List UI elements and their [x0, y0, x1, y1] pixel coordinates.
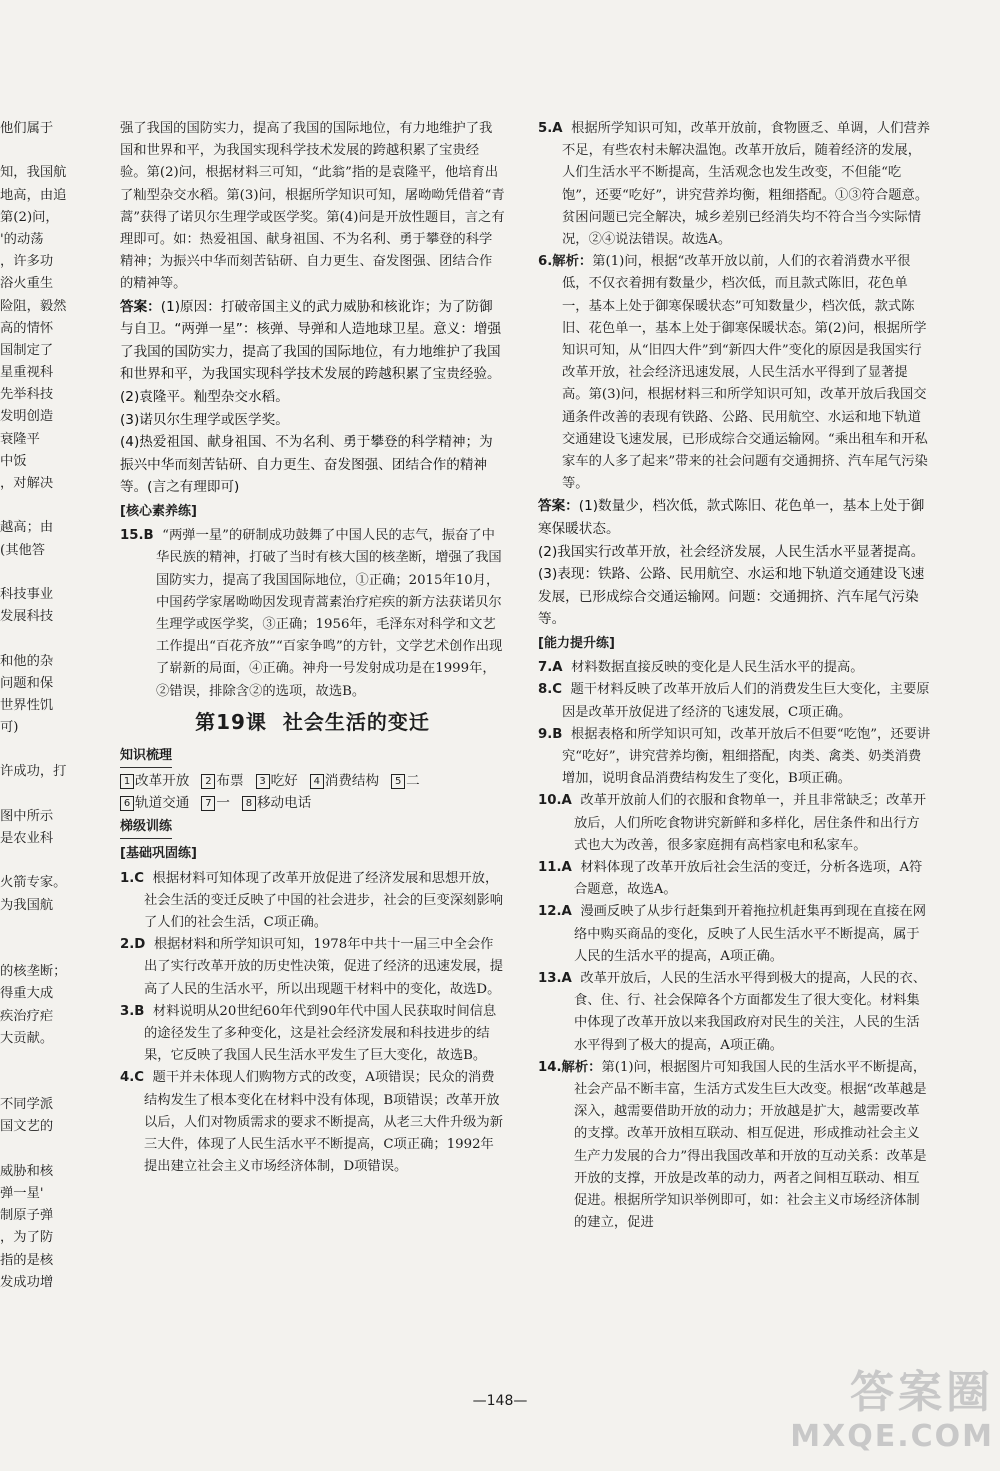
knowledge-point: [242, 795, 311, 811]
left-fragment-line: 越高；由: [0, 520, 54, 536]
answer-4: (4)热爱祖国、献身祖国、不为名利、勇于攀登的科学精神；为振兴中华而刻苦钻研、自力更生、奋发图强、团结合作的精神等。(言之有理即可): [120, 434, 493, 496]
question-15-answer: 15.B: [120, 528, 154, 544]
left-fragment-line: [0, 917, 82, 939]
left-fragment-line: [0, 628, 82, 650]
knowledge-point-number: 3: [256, 774, 270, 789]
question-7: [538, 657, 931, 679]
ladder-training-heading: 梯级训练: [120, 816, 172, 839]
answer-2: (2)袁隆平。籼型杂交水稻。: [120, 389, 289, 405]
right-column: [538, 118, 931, 1235]
left-fragment-line: 衰隆平: [0, 431, 40, 447]
knowledge-point-number: 6: [120, 796, 134, 811]
right-answer-2: (2)我国实行改革开放，社会经济发展，人民生活水平显著提高。: [538, 543, 925, 560]
knowledge-point: [310, 773, 379, 789]
left-fragment-line: 和他的杂: [0, 653, 54, 669]
question-14: [538, 1057, 931, 1235]
left-column-fragments: [0, 118, 82, 1294]
left-fragment-line: 国制定了: [0, 342, 54, 358]
question-1-answer: 1.C: [120, 870, 145, 886]
question-15-text: “两弹一星”的研制成功鼓舞了中国人民的志气，振奋了中华民族的精神，打破了当时有核大国的核垄断，增强了我国国防实力，提高了我国国际地位，①正确；2015年10月，中国药学家屠呦呦因发现青蒿素治疗疟疾的新方法获诺贝尔生理学或医学奖，③正确；1956年，毛泽东对科学和文艺工作提出“百花齐放”“百家争鸣”的方针，文学艺术创作出现了崭新的局面，④正确。神舟一号发射成功是在1999年，②错误，排除含②的选项，故选B。: [156, 528, 503, 699]
knowledge-point-number: 1: [120, 774, 134, 789]
question-4: [120, 1067, 505, 1178]
left-fragment-line: [0, 1139, 82, 1161]
left-fragment-line: [0, 784, 82, 806]
knowledge-point: [120, 773, 189, 789]
knowledge-point-text: 二: [406, 773, 420, 790]
core-literacy-heading: [核心素养练]: [120, 503, 197, 519]
right-answer-1: (1)数量少，档次低，款式陈旧、花色单一，基本上处于御寒保暖状态。: [538, 498, 925, 538]
left-fragment-line: 威胁和核: [0, 1163, 54, 1179]
left-fragment-line: 发成功增: [0, 1274, 54, 1290]
lesson-number: 第19课: [195, 709, 267, 734]
right-answer-label: 答案：: [538, 498, 579, 515]
left-fragment-line: 图中所示: [0, 808, 54, 824]
question-9: [538, 724, 931, 791]
knowledge-point: [256, 773, 298, 789]
left-fragment-line: 可): [0, 720, 19, 736]
left-fragment-line: '的动荡: [0, 231, 44, 247]
left-fragment-line: 浴火重生: [0, 276, 54, 292]
question-3-answer: 3.B: [120, 1003, 145, 1019]
left-fragment-line: 大贡献。: [0, 1030, 54, 1046]
left-fragment-line: 指的是核: [0, 1252, 54, 1268]
left-fragment-line: (其他答: [0, 542, 46, 558]
left-fragment-line: 为我国航: [0, 897, 54, 913]
knowledge-point-text: 布票: [216, 773, 244, 790]
left-fragment-line: 险阻，毅然: [0, 298, 67, 314]
question-12-answer: 12.A: [538, 904, 572, 920]
left-fragment-line: 发展科技: [0, 609, 54, 625]
left-fragment-line: 科技事业: [0, 586, 54, 602]
left-fragment-line: 地高，由追: [0, 187, 67, 203]
answer-3: (3)诺贝尔生理学或医学奖。: [120, 411, 289, 428]
question-10: [538, 790, 931, 857]
question-7-text: 材料数据直接反映的变化是人民生活水平的提高。: [571, 660, 864, 676]
lesson-name: 社会生活的变迁: [282, 709, 430, 734]
left-fragment-line: 知，我国航: [0, 165, 67, 181]
knowledge-point-text: 移动电话: [256, 795, 312, 812]
knowledge-point-text: 吃好: [270, 773, 298, 790]
question-8-answer: 8.C: [538, 682, 563, 698]
ability-heading: [能力提升练]: [538, 636, 615, 652]
question-8: [538, 679, 931, 723]
question-4-text: 题干并未体现人们购物方式的改变，A项错误；民众的消费结构发生了根本变化在材料中没有体现，B项错误；改革开放以后，人们对物质需求的要求不断提高，从老三大件升级为新三大件，体现了人民生活水平不断提高，C项正确；1992年提出建立社会主义市场经济体制，D项错误。: [144, 1070, 504, 1175]
question-13: [538, 968, 931, 1057]
left-fragment-line: 火箭专家。: [0, 875, 67, 891]
middle-answer-block: [120, 296, 505, 386]
question-7-answer: 7.A: [538, 660, 563, 676]
question-5: [538, 118, 931, 251]
question-15: [120, 525, 505, 703]
question-9-text: 根据表格和所学知识可知，改革开放后不但要“吃饱”，还要讲究“吃好”，讲究营养均衡，粗细搭配，肉类、禽类、奶类消费增加，说明食品消费结构发生了变化，B项正确。: [562, 726, 931, 787]
left-fragment-line: 弹一星': [0, 1186, 44, 1201]
knowledge-point-number: 7: [201, 796, 215, 811]
question-5-text: 根据所学知识可知，改革开放前，食物匮乏、单调，人们营养不足，有些农村未解决温饱。改革开放后，随着经济的发展，人们生活水平不断提高，生活观念也发生改变，不但能“吃饱”，还要“吃好”，讲究营养均衡，粗细搭配。①③符合题意。贫困问题已完全解决，城乡差别已经消失均不符合当今实际情况，②④说法错误。故选A。: [562, 121, 931, 248]
middle-column: [120, 118, 505, 1178]
left-fragment-line: ，许多功: [0, 254, 54, 270]
question-11: [538, 857, 931, 901]
question-2: [120, 934, 505, 1001]
left-fragment-line: 高的情怀: [0, 320, 54, 336]
knowledge-point: [201, 795, 230, 811]
left-fragment-line: 得重大成: [0, 986, 54, 1002]
knowledge-point-number: 5: [391, 774, 405, 789]
question-2-text: 根据材料和所学知识可知，1978年中共十一届三中全会作出了实行改革开放的历史性决策，促进了经济的迅速发展，提高了人民的生活水平，所以出现题干材料中的变化，故选D。: [144, 937, 504, 997]
question-13-answer: 13.A: [538, 971, 572, 987]
right-answer-block: [538, 495, 931, 540]
left-fragment-line: [0, 495, 82, 517]
left-fragment-line: 国文艺的: [0, 1119, 54, 1135]
left-fragment-line: [0, 562, 82, 584]
answer-label: 答案：: [120, 298, 161, 315]
question-2-answer: 2.D: [120, 937, 146, 953]
watermark-logo: [782, 1367, 994, 1463]
left-fragment-line: 不同学派: [0, 1097, 54, 1113]
left-fragment-line: [0, 939, 82, 961]
question-11-answer: 11.A: [538, 860, 572, 876]
question-1: [120, 868, 505, 935]
watermark-top-text: 答案圈: [850, 1367, 994, 1418]
page-number: —148—: [472, 1393, 528, 1409]
left-fragment-line: 第(2)问，: [0, 209, 59, 225]
question-9-answer: 9.B: [538, 726, 563, 742]
knowledge-point: [120, 795, 189, 811]
question-8-text: 题干材料反映了改革开放后人们的消费发生巨大变化，主要原因是改革开放促进了经济的飞速发展，C项正确。: [562, 682, 930, 720]
question-14-label: 14.解析：: [538, 1059, 602, 1075]
question-12-text: 漫画反映了从步行赶集到开着拖拉机赶集再到现在直接在网络中购买商品的变化，反映了人民生活水平不断提高，属于人民的生活水平的提高，A项正确。: [574, 904, 927, 964]
knowledge-point-number: 2: [201, 774, 215, 789]
left-fragment-line: 制原子弹: [0, 1208, 54, 1224]
left-fragment-line: 许成功，打: [0, 764, 67, 780]
question-1-text: 根据材料可知体现了改革开放促进了经济发展和思想开放，社会生活的变迁反映了中国的社会进步，社会的巨变深刻影响了人们的社会生活，C项正确。: [144, 870, 504, 931]
knowledge-point: [391, 773, 420, 789]
question-6: [538, 251, 931, 495]
question-10-answer: 10.A: [538, 793, 572, 809]
knowledge-point-text: 一: [216, 795, 230, 812]
knowledge-point-text: 消费结构: [324, 773, 380, 790]
left-fragment-line: 他们属于: [0, 121, 54, 136]
left-fragment-line: ，对解决: [0, 476, 54, 491]
question-4-answer: 4.C: [120, 1070, 145, 1086]
left-fragment-line: [0, 1072, 82, 1094]
lesson-title: [120, 711, 505, 733]
left-fragment-line: [0, 850, 82, 872]
left-fragment-line: 星重视科: [0, 365, 54, 381]
knowledge-point: [201, 773, 243, 789]
basic-practice-heading: [基础巩固练]: [120, 846, 197, 862]
left-fragment-line: [0, 1050, 82, 1072]
right-answer-3: (3)表现：铁路、公路、民用航空、水运和地下轨道交通建设飞速发展，已形成综合交通运输网。问题：交通拥挤、汽车尾气污染等。: [538, 566, 925, 628]
question-6-text: 第(1)问，根据“改革开放以前，人们的衣着消费水平很低，不仅衣着拥有数量少，档次低，而且款式陈旧，花色单一，基本上处于御寒保暖状态”可知数量少，档次低，款式陈旧、花色单一，基本上处于御寒保暖状态。第(2)问，根据所学知识可知，从“旧四大件”到“新四大件”变化的原因是我国实行改革开放，社会经济迅速发展，人民生活水平得到了显著提高。第(3)问，根据材料三和所学知识可知，改革开放后我国交通条件改善的表现有铁路、公路、民用航空、水运和地下轨道交通建设飞速发展，已形成综合交通运输网。“乘出租车和开私家车的人多了起来”带来的社会问题有交通拥挤、汽车尾气污染等。: [562, 254, 928, 492]
knowledge-point-text: 改革开放: [135, 773, 190, 790]
left-fragment-line: 是农业科: [0, 831, 54, 846]
question-5-answer: 5.A: [538, 121, 563, 136]
watermark-bottom-text: MXQE.COM: [790, 1419, 994, 1454]
left-fragment-line: 中饭: [0, 453, 27, 469]
left-fragment-line: 先举科技: [0, 387, 54, 403]
left-fragment-line: 世界性饥: [0, 697, 54, 713]
left-fragment-line: 问题和保: [0, 675, 54, 691]
knowledge-point-number: 8: [242, 796, 256, 811]
question-3-text: 材料说明从20世纪60年代到90年代中国人民获取时间信息的途径发生了多种变化，这是社会经济发展和科技进步的结果，它反映了我国人民生活水平发生了巨大变化，故选B。: [144, 1003, 497, 1064]
left-fragment-line: ，为了防: [0, 1230, 54, 1246]
left-fragment-line: [0, 140, 82, 162]
knowledge-point-number: 4: [310, 774, 324, 789]
knowledge-heading: 知识梳理: [120, 745, 172, 768]
question-12: [538, 901, 931, 968]
left-fragment-line: 发明创造: [0, 409, 54, 425]
question-3: [120, 1001, 505, 1068]
question-6-label: 6.解析：: [538, 254, 593, 270]
knowledge-points: [120, 770, 505, 814]
question-10-text: 改革开放前人们的衣服和食物单一，并且非常缺乏；改革开放后，人们所吃食物讲究新鲜和多样化，居住条件和出行方式也大为改善，很多家庭拥有高档家电和私家车。: [574, 793, 927, 853]
knowledge-point-text: 轨道交通: [135, 795, 190, 812]
left-fragment-line: [0, 739, 82, 761]
question-11-text: 材料体现了改革开放后社会生活的变迁，分析各选项，A符合题意，故选A。: [574, 860, 923, 898]
left-fragment-line: 的核垄断；: [0, 964, 67, 980]
question-14-text: 第(1)问，根据图片可知我国人民的生活水平不断提高，社会产品不断丰富，生活方式发生巨大改变。根据“改革越是深入，越需要借助开放的动力；开放越是扩大，越需要改革的支撑。改革开放相互联动、相互促进，形成推动社会主义生产力发展的合力”得出我国改革和开放的互动关系：改革是开放的支撑，开放是改革的动力，两者之间相互联动、相互促进。根据所学知识举例即可，如：社会主义市场经济体制的建立，促进: [574, 1059, 927, 1231]
answer-1: (1)原因：打破帝国主义的武力威胁和核讹诈；为了防御与自卫。“两弹一星”：核弹、导弹和人造地球卫星。意义：增强了我国的国防实力，提高了我国的国际地位，有力地维护了我国和世界和平，为我国实现科学技术发展的跨越积累了宝贵经验。: [120, 298, 502, 383]
left-fragment-line: 疾治疗疟: [0, 1008, 54, 1024]
question-13-text: 改革开放后，人民的生活水平得到极大的提高，人民的衣、食、住、行、社会保障各个方面都发生了很大变化。材料集中体现了改革开放以来我国政府对民生的关注，人民的生活水平得到了极大的提高，A项正确。: [574, 971, 927, 1053]
middle-explanation-continued: 强了我国的国防实力，提高了我国的国际地位，有力地维护了我国和世界和平，为我国实现科学技术发展的跨越积累了宝贵经验。第(2)问，根据材料三可知，“此翁”指的是袁隆平，他培育出了籼型杂交水稻。第(3)问，根据所学知识可知，屠呦呦凭借着“青蒿”获得了诺贝尔生理学或医学奖。第(4)问是开放性题目，言之有理即可。如：热爱祖国、献身祖国、不为名利、勇于攀登的科学精神；为振兴中华而刻苦钻研、自力更生、奋发图强、团结合作的精神等。: [120, 121, 505, 292]
